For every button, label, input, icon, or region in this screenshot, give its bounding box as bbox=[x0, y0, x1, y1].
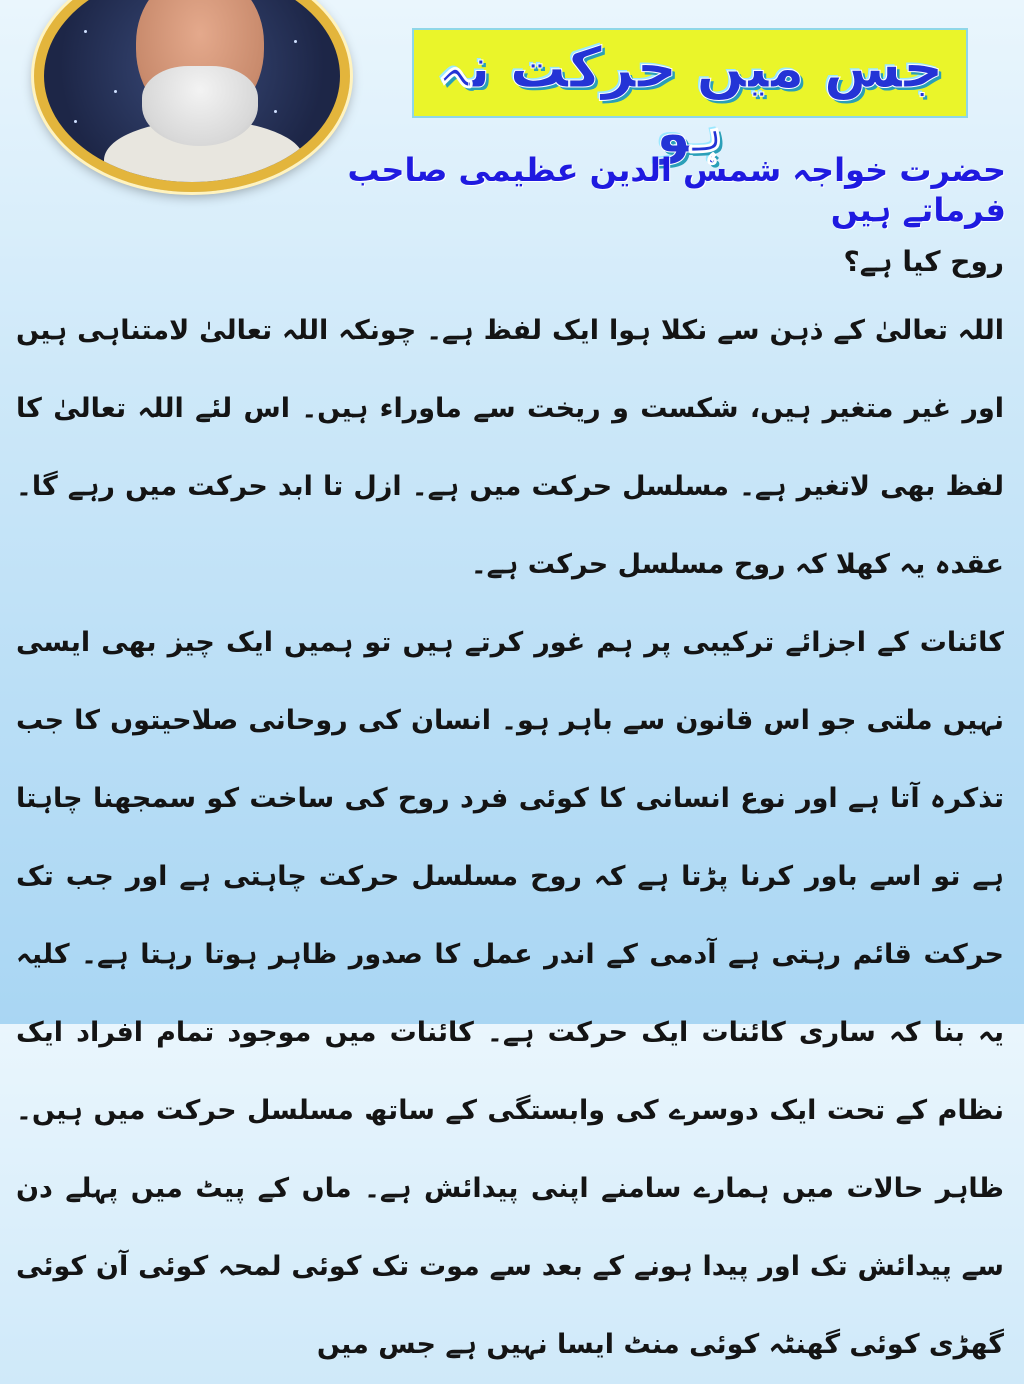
portrait-beard bbox=[142, 66, 258, 146]
article-body bbox=[16, 232, 1004, 1384]
page-title: جس میں حرکت نہ ہو bbox=[436, 36, 944, 166]
subtitle: حضرت خواجہ شمس الدین عظیمی صاحب فرماتے ہیں bbox=[347, 151, 1006, 229]
section-heading: روح کیا ہے؟ bbox=[843, 245, 1004, 278]
paragraph: اللہ تعالیٰ کے ذہن سے نکلا ہوا ایک لفظ ہے۔ چونکہ اللہ تعالیٰ لامتناہی ہیں اور غیر متغیر ہیں، شکست و ریخت سے ماوراء ہیں۔ اس لئے اللہ تعالیٰ کا لفظ بھی لاتغیر ہے۔ مسلسل حرکت میں ہے۔ ازل تا ابد حرکت میں رہے گا۔ عقدہ یہ کھلا کہ روح مسلسل حرکت ہے۔ bbox=[16, 315, 1004, 580]
title-banner bbox=[412, 28, 968, 166]
paragraph: کائنات کے اجزائے ترکیبی پر ہم غور کرتے ہیں تو ہمیں ایک چیز بھی ایسی نہیں ملتی جو اس قانون سے باہر ہو۔ انسان کی روحانی صلاحیتوں کا جب تذکرہ آتا ہے اور نوع انسانی کا کوئی فرد روح کی ساخت کو سمجھنا چاہتا ہے تو اسے باور کرنا پڑتا ہے کہ روح مسلسل حرکت چاہتی ہے اور جب تک حرکت قائم رہتی ہے آدمی کے اندر عمل کا صدور ظاہر ہوتا رہتا ہے۔ کلیہ یہ بنا کہ ساری کائنات ایک حرکت ہے۔ کائنات میں موجود تمام افراد ایک نظام کے تحت ایک دوسرے کی وابستگی کے ساتھ مسلسل حرکت میں ہیں۔ ظاہر حالات میں ہمارے سامنے اپنی پیدائش ہے۔ ماں کے پیٹ میں پہلے دن سے پیدائش تک اور پیدا ہونے کے بعد سے موت تک کوئی لمحہ کوئی آن کوئی گھڑی کوئی گھنٹہ کوئی منٹ ایسا نہیں ہے جس میں bbox=[16, 627, 1004, 1360]
